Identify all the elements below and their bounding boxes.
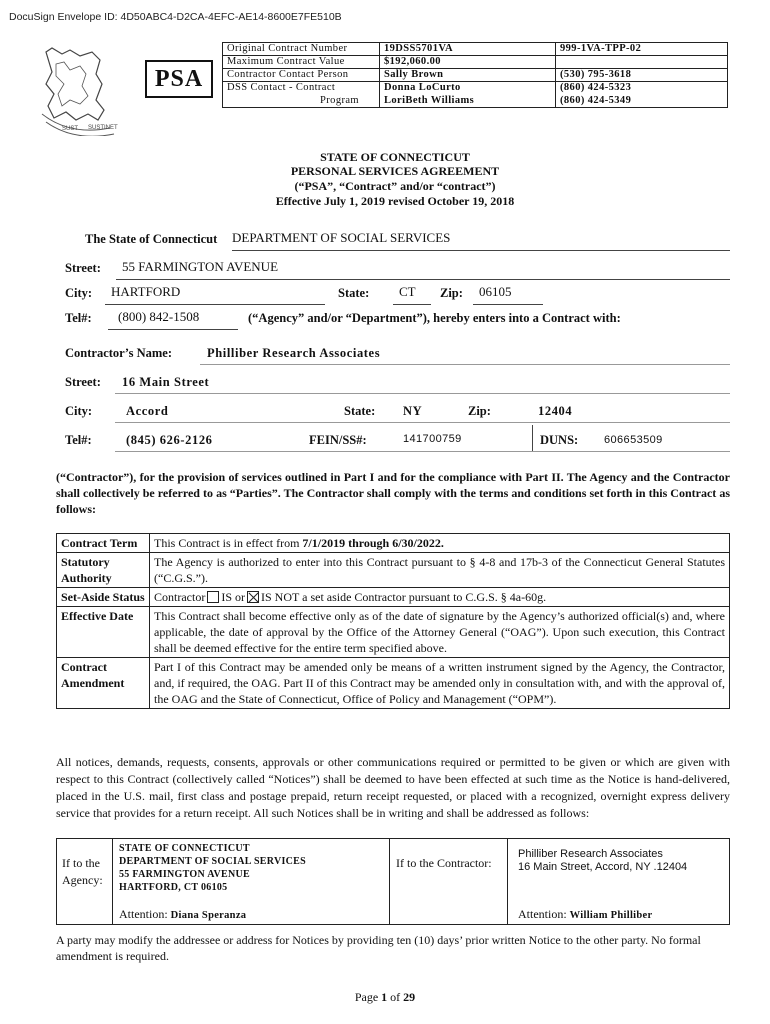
connecticut-seal-logo — [40, 44, 135, 136]
effective-text: This Contract shall become effective only as of the date of signature by the Agency’s authorized official(s) and, where applicable, the date of approval by the Office of the Attorney General (“OAG”). Upon such execution, this Contract shall be deemed effective for the entire term specified above. — [150, 607, 730, 658]
header-label: Contractor Contact Person — [223, 69, 380, 82]
contractor-attn-name: William Philliber — [569, 910, 653, 921]
authority-row — [57, 553, 730, 588]
title-agreement: PERSONAL SERVICES AGREEMENT — [290, 164, 500, 178]
term-row — [57, 534, 730, 553]
term-dates: 7/1/2019 through 6/30/2022. — [302, 536, 444, 550]
contractor-state-label: State: — [344, 404, 376, 418]
setaside-is-checkbox[interactable] — [207, 591, 219, 603]
contractor-duns: 606653509 — [604, 434, 663, 446]
setaside-text — [150, 588, 730, 607]
header-label: DSS Contact - Contract — [223, 82, 380, 95]
seal-text-left: SUST — [62, 126, 79, 132]
contractor-fein-label: FEIN/SS#: — [309, 433, 367, 447]
agency-tel-label: Tel#: — [65, 311, 92, 325]
header-extra: 999-1VA-TPP-02 — [556, 43, 728, 56]
contractor-city-line — [115, 422, 730, 423]
agency-label: The State of Connecticut — [85, 232, 218, 246]
contractor-address-line: Philliber Research Associates — [518, 848, 663, 860]
page-number — [0, 990, 770, 1005]
agency-street-label: Street: — [65, 261, 101, 275]
contractor-name: Philliber Research Associates — [207, 346, 381, 360]
contractor-zip: 12404 — [538, 404, 573, 418]
setaside-label: Set-Aside Status — [57, 588, 150, 607]
page-of: of — [390, 990, 401, 1004]
notices-paragraph: All notices, demands, requests, consents, approvals or other communications required or permitted to be given or which are given with respect to this Contract (collectively called “Notices”) shall be deemed to have been effected at such time as the Notice is hand-delivered, placed in the U.S. mail, first class and postage prepaid, return receipt requested, or placed with a recognized, overnight express delivery service that provides for a return receipt. All such Notices shall be in writing and shall be addressed as follows: — [56, 755, 730, 820]
term-label: Contract Term — [57, 534, 150, 553]
contractor-notice-cell — [508, 839, 730, 925]
agency-address-line: 55 FARMINGTON AVENUE — [119, 869, 251, 880]
agency-address-line: STATE OF CONNECTICUT — [119, 843, 250, 854]
authority-label: Statutory Authority — [57, 553, 150, 588]
agency-city-label: City: — [65, 286, 93, 300]
contractor-tel-label: Tel#: — [65, 433, 92, 447]
psa-badge: PSA — [145, 60, 213, 98]
agency-state: CT — [393, 284, 431, 305]
amendment-row — [57, 658, 730, 709]
header-extra: (860) 424-5323 — [556, 82, 728, 95]
contractor-duns-label: DUNS: — [540, 433, 579, 447]
setaside-row — [57, 588, 730, 607]
contractor-notice-label: If to the Contractor: — [390, 839, 508, 925]
agency-name: DEPARTMENT OF SOCIAL SERVICES — [232, 230, 730, 251]
closing-paragraph: A party may modify the addressee or address for Notices by providing ten (10) days’ prior written Notice to the other party. No formal amendment is required. — [56, 933, 701, 963]
effective-row — [57, 607, 730, 658]
agency-enters-text: (“Agency” and/or “Department”), hereby enters into a Contract with: — [248, 311, 621, 325]
agency-zip: 06105 — [473, 284, 543, 305]
header-label: Original Contract Number — [223, 43, 380, 56]
amendment-label: Contract Amendment — [57, 658, 150, 709]
title-effective: Effective July 1, 2019 revised October 19, 2018 — [275, 194, 515, 208]
agency-street: 55 FARMINGTON AVENUE — [116, 259, 730, 280]
term-text — [150, 534, 730, 553]
title-state: STATE OF CONNECTICUT — [320, 150, 470, 164]
agency-city: HARTFORD — [105, 284, 325, 305]
contractor-name-line — [200, 364, 730, 365]
seal-text-right: SUSTINET — [88, 125, 118, 131]
contractor-street-line — [115, 393, 730, 394]
agency-address-line: HARTFORD, CT 06105 — [119, 882, 228, 893]
contract-terms-table — [56, 533, 730, 709]
contractor-name-label: Contractor’s Name: — [65, 346, 173, 360]
agency-attn-label: Attention: — [119, 907, 168, 921]
contractor-zip-label: Zip: — [468, 404, 491, 418]
agency-notice-cell — [113, 839, 390, 925]
contractor-city: Accord — [126, 404, 169, 418]
header-extra — [556, 56, 728, 69]
contractor-tel: (845) 626-2126 — [126, 433, 213, 447]
header-value: $192,060.00 — [380, 56, 556, 69]
contractor-city-label: City: — [65, 404, 93, 418]
contractor-tel-line — [115, 451, 730, 452]
contractor-attn-label: Attention: — [518, 907, 567, 921]
header-label: Maximum Contract Value — [223, 56, 380, 69]
header-extra: (530) 795-3618 — [556, 69, 728, 82]
page-prefix: Page — [354, 990, 379, 1004]
header-value: Sally Brown — [380, 69, 556, 82]
intro-paragraph: (“Contractor”), for the provision of services outlined in Part I and for the compliance with Part II. The Agency and the Contractor shall collectively be referred to as “Parties”. The Contractor shall comply with the terms and conditions set forth in this Contract as follows: — [56, 470, 730, 516]
setaside-pre: Contractor — [154, 590, 206, 604]
contractor-street-label: Street: — [65, 375, 101, 389]
envelope-id: DocuSign Envelope ID: 4D50ABC4-D2CA-4EFC-AE14-8600E7FE510B — [9, 11, 342, 23]
agency-address-line: DEPARTMENT OF SOCIAL SERVICES — [119, 856, 307, 867]
header-value: Donna LoCurto — [380, 82, 556, 95]
notice-address-table — [56, 838, 730, 925]
duns-divider — [532, 425, 533, 451]
contractor-street: 16 Main Street — [122, 375, 210, 389]
contractor-fein: 141700759 — [403, 433, 462, 445]
header-label: Program — [223, 95, 380, 108]
authority-text: The Agency is authorized to enter into this Contract pursuant to § 4-8 and 17b-3 of the Connecticut General Statutes (“C.G.S.”). — [150, 553, 730, 588]
agency-attn-name: Diana Speranza — [170, 910, 247, 921]
agency-notice-label: If to the Agency: — [57, 839, 113, 925]
header-value: 19DSS5701VA — [380, 43, 556, 56]
page-current: 1 — [381, 990, 388, 1004]
title-abbrev: (“PSA”, “Contract” and/or “contract”) — [294, 179, 496, 193]
setaside-is: IS or — [221, 590, 245, 604]
term-prefix: This Contract is in effect from — [154, 536, 300, 550]
effective-label: Effective Date — [57, 607, 150, 658]
agency-zip-label: Zip: — [440, 286, 463, 300]
contract-header-table — [222, 42, 728, 108]
agency-state-label: State: — [338, 286, 370, 300]
page-total: 29 — [403, 990, 416, 1004]
setaside-isnot-checkbox[interactable] — [247, 591, 259, 603]
contractor-state: NY — [403, 404, 423, 418]
header-value: LoriBeth Williams — [380, 95, 556, 108]
header-extra: (860) 424-5349 — [556, 95, 728, 108]
contractor-address-line: 16 Main Street, Accord, NY .12404 — [518, 861, 688, 873]
amendment-text: Part I of this Contract may be amended only be means of a written instrument signed by the Agency, the Contractor, and, if required, the OAG. Part II of this Contract may be amended only in consultation with, and with the approval of, the OAG and the State of Connecticut, Office of Policy and Management (“OPM”). — [150, 658, 730, 709]
agency-tel: (800) 842-1508 — [108, 309, 238, 330]
setaside-isnot: IS NOT a set aside Contractor pursuant to C.G.S. § 4a-60g. — [261, 590, 547, 604]
